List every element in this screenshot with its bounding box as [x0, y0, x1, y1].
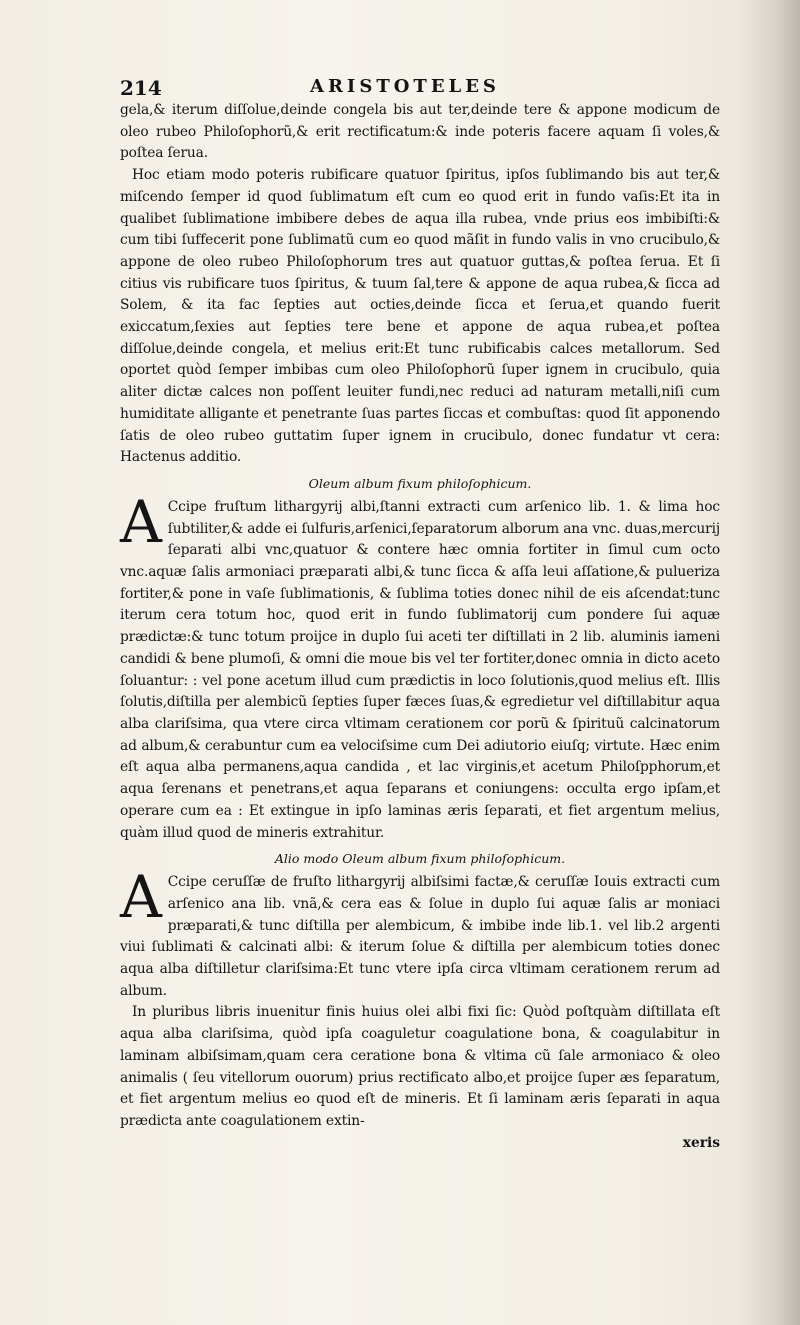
paragraph-in-pluribus: In pluribus libris inuenitur finis huius olei albi fixi ſic: Quòd poſtquàm diſtillata eſt aqua alba clariſsima, quòd ipſa coaguletur coagulatione bona, & coagulabitur in laminam albiſsimam,quam cera ceratione bona & vltima cũ ſale armoniaco & oleo animalis ( ſeu vitellorum ouorum) prius rectificato albo,et proijce ſuper æs ſeparatum, et fiet argentum melius eo quod eſt de mineris. Et ſi laminam æris ſeparati in aqua prædicta ante coagulationem extin- — [120, 1004, 720, 1129]
page-header — [120, 76, 720, 100]
paragraph-continuation: gela,& iterum diſſolue,deinde congela bis aut ter,deinde tere & appone modicum de oleo rubeo Philoſophorũ,& erit rectificatum:& inde poteris facere aquam ſi voles,& poſtea ſerua. — [120, 102, 720, 162]
paragraph-oleum-album-text: Ccipe fruſtum lithargyrij albi,ſtanni extracti cum arſenico lib. 1. & lima hoc ſubtiliter,& adde ei ſulfuris,arſenici,ſeparatorum alborum ana vnc. duas,mercurij ſeparati albi vnc,quatuor & contere hæc omnia fortiter in ſimul cum octo vnc.aquæ ſalis armoniaci præparati albi,& tunc ſicca & aſſa leui aſſatione,& pulueriza fortiter,& pone in vaſe ſublimationis, & ſublima toties donec nihil de eis aſcendat:tunc iterum cera totum hoc, quod erit in fundo ſublimatorij cum pondere ſui aquæ prædictæ:& tunc totum proijce in duplo ſui aceti ter diſtillati in 2 lib. aluminis iameni candidi & bene plumoſi, & omni die moue bis vel ter fortiter,donec omnia in dicto aceto ſoluantur: : vel pone acetum illud cum prædictis in loco ſolutionis,quod melius eſt. Illis ſolutis,diſtilla per alembicũ ſepties ſuper fæces ſuas,& egredietur vel diſtillabitur aqua alba clariſsima, qua vtere circa vltimam cerationem cor porũ & ſpirituũ calcinatorum ad album,& cerabuntur cum ea velociſsime cum Dei adiutorio eiuſq; virtute. Hæc enim eſt aqua alba permanens,aqua candida , et lac virginis,et acetum Philoſpphorum,et aqua ſerenans et penetrans,et aqua ſeparans et coniungens: occulta ergo ipſam,et operare cum ea : Et extingue in ipſo laminas æris ſeparati, et fiet argentum melius, quàm illud quod de mineris extrahitur. — [120, 498, 720, 841]
text-block — [120, 100, 720, 1154]
page-gutter-shadow — [740, 0, 800, 1325]
catchword: xeris — [682, 1134, 720, 1151]
paragraph-alio-modo — [120, 863, 720, 1002]
running-head: ARISTOTELES — [310, 76, 500, 97]
folio-number: 214 — [120, 76, 162, 100]
drop-cap-initial: A — [120, 487, 162, 556]
paragraph-alio-modo-text: Ccipe ceruſſæ de fruſto lithargyrij albiſsimi factæ,& ceruſſæ Iouis extracti cum arſenico ana lib. vnã,& cera eas & ſolue in duplo ſui aquæ ſalis ar moniaci præparati,& tunc diſtilla per alembicum, & imbibe inde lib.1. vel lib.2 argenti viui ſublimati & calcinati albi: & iterum ſolue & diſtilla per alembicum toties donec aqua alba diſtilletur clariſsima:Et tunc vtere ipſa circa vltimam cerationem rerum ad album. — [120, 874, 720, 999]
drop-cap-initial: A — [120, 863, 162, 932]
section-heading-alio-modo: Alio modo Oleum album fixum philoſophicum. — [274, 851, 566, 867]
section-heading-oleum-album: Oleum album fixum philoſophicum. — [308, 475, 532, 491]
paragraph-rubificare: Hoc etiam modo poteris rubificare quatuor ſpiritus, ipſos ſublimando bis aut ter,& miſcendo ſemper id quod ſublimatum eſt cum eo quod erit in fundo vaſis:Et ita in qualibet ſublimatione imbibere debes de aqua illa rubea, vnde prius eos imbibiſti:& cum tibi ſuffecerit pone ſublimatũ cum eo quod mãſit in fundo valis in vno crucibulo,& appone de oleo rubeo Philoſophorum tres aut quatuor guttas,& poſtea ſerua. Et ſi citius vis rubificare tuos ſpiritus, & tuum ſal,tere & appone de aqua rubea,& ſicca ad Solem, & ita fac ſepties aut octies,deinde ſicca et ſerua,et quando fuerit exiccatum,ſexies aut ſepties tere bene et appone de aqua rubea,et poſtea diſſolue,deinde congela, et melius erit:Et tunc rubificabis calces metallorum. Sed oportet quòd ſemper imbibas cum oleo Philoſophorũ ſuper ignem in crucibulo, quia aliter dictæ calces non poſſent leuiter fundi,nec reduci ad naturam metalli,niſi cum humiditate alligante et penetrante ſuas partes ſiccas et combuſtas: quod ſit apponendo ſatis de oleo rubeo guttatim ſuper ignem in crucibulo, donec fundatur vt cera: Hactenus additio. — [120, 167, 720, 466]
paragraph-oleum-album — [120, 487, 720, 844]
